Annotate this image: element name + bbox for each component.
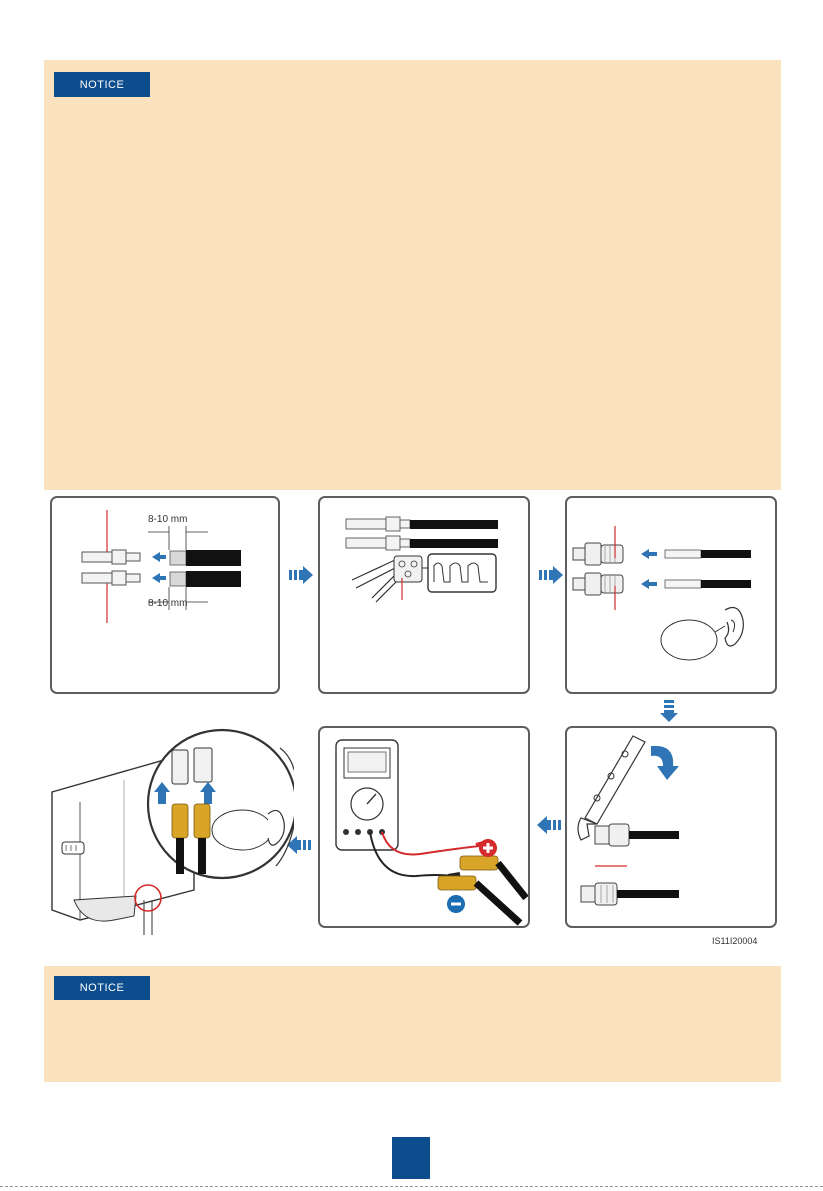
panel-insert-contact [565,496,777,694]
flow-arrow-right-icon [289,566,313,584]
insert-contact-illustration [567,498,777,694]
dimension-label-top: 8-10 mm [148,514,188,525]
flow-arrow-down-icon [660,700,678,722]
panel-strip-cable [50,496,280,694]
page-number-block [392,1137,430,1179]
flow-arrow-right-icon [539,566,563,584]
crimping-illustration [320,498,530,694]
top-notice-box [44,60,781,490]
notice-badge: NOTICE [54,72,150,97]
multimeter-illustration [320,728,530,928]
panel-check-voltage [318,726,530,928]
stripping-illustration [52,498,280,694]
bottom-notice-box [44,966,781,1082]
panel-tighten-nut [565,726,777,928]
inverter-connection-illustration [44,720,294,935]
panel-crimp-contacts [318,496,530,694]
flow-arrow-left-icon [537,816,561,834]
figure-id: IS11I20004 [712,936,758,946]
notice-badge: NOTICE [54,976,150,1000]
page-bottom-rule [0,1186,823,1188]
dimension-label-bottom: 8-10 mm [148,598,188,609]
tighten-nut-illustration [567,728,777,928]
